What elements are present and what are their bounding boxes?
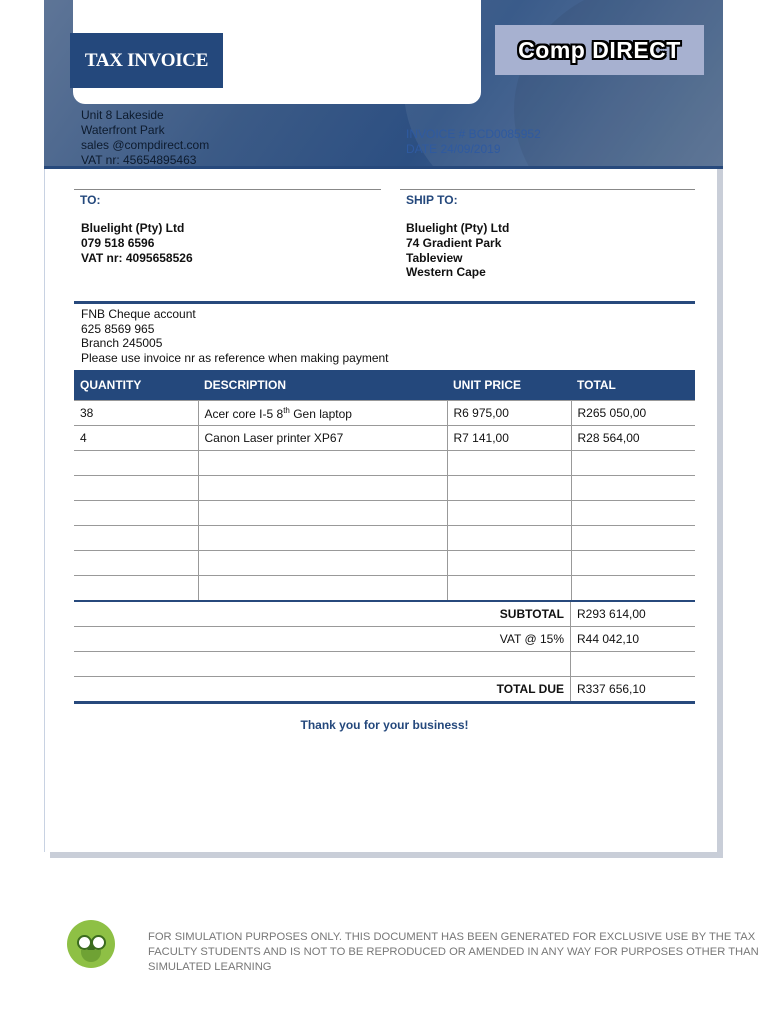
invoice-date: DATE 24/09/2019 <box>406 142 501 156</box>
table-row <box>74 451 695 476</box>
company-logo: Comp DIRECT <box>495 25 704 75</box>
invoice-meta <box>406 127 541 157</box>
company-email: sales @compdirect.com <box>81 138 210 152</box>
item-unit-price: R7 141,00 <box>447 426 571 451</box>
column-header-total: TOTAL <box>571 370 695 401</box>
vat-row <box>74 627 695 652</box>
address-line: 079 518 6596 <box>81 235 155 250</box>
item-total: R28 564,00 <box>571 426 695 451</box>
company-line: Waterfront Park <box>81 123 165 137</box>
section-divider <box>74 301 695 304</box>
bank-details <box>81 307 389 365</box>
company-vat: VAT nr: 45654895463 <box>81 153 197 167</box>
total-due-row <box>74 677 695 703</box>
owl-body <box>81 950 101 962</box>
column-header-quantity: QUANTITY <box>74 370 198 401</box>
item-description: Canon Laser printer XP67 <box>198 426 447 451</box>
address-line: VAT nr: 4095658526 <box>81 250 193 265</box>
ship-to-address <box>406 221 509 280</box>
item-description-text: Acer core I-5 8 <box>204 406 284 421</box>
bank-line: 625 8569 965 <box>81 321 155 336</box>
line-items-table <box>74 370 695 601</box>
table-row <box>74 551 695 576</box>
total-due-label: TOTAL DUE <box>74 677 571 703</box>
table-row <box>74 526 695 551</box>
disclaimer-line: FOR SIMULATION PURPOSES ONLY. THIS DOCUMENT HAS BEEN GENERATED FOR EXCLUSIVE USE BY THE TAX <box>148 931 756 943</box>
subtotal-value: R293 614,00 <box>571 601 696 627</box>
to-label: TO: <box>80 193 101 207</box>
totals-table <box>74 600 695 704</box>
address-line: Bluelight (Pty) Ltd <box>81 221 185 235</box>
table-row <box>74 426 695 451</box>
disclaimer-line: FACULTY STUDENTS AND IS NOT TO BE REPRODUCED OR AMENDED IN ANY WAY FOR PURPOSES OTHER THAN <box>148 946 759 958</box>
company-line: Unit 8 Lakeside <box>81 108 164 122</box>
company-address <box>81 108 209 168</box>
table-row <box>74 576 695 601</box>
ship-to-label: SHIP TO: <box>406 193 458 207</box>
address-line: Tableview <box>406 250 463 265</box>
payment-reference-note: Please use invoice nr as reference when making payment <box>81 350 389 365</box>
invoice-number: INVOICE # BCD0085952 <box>406 127 541 141</box>
item-quantity: 4 <box>74 426 198 451</box>
address-line: Western Cape <box>406 265 486 280</box>
vat-label: VAT @ 15% <box>74 627 571 652</box>
subtotal-row <box>74 601 695 627</box>
table-header-row <box>74 370 695 401</box>
table-row <box>74 476 695 501</box>
table-row <box>74 401 695 426</box>
item-unit-price: R6 975,00 <box>447 401 571 426</box>
item-total: R265 050,00 <box>571 401 695 426</box>
simulation-disclaimer <box>148 930 759 975</box>
item-quantity: 38 <box>74 401 198 426</box>
bank-line: Branch 245005 <box>81 336 163 351</box>
empty-row <box>74 652 695 677</box>
subtotal-label: SUBTOTAL <box>74 601 571 627</box>
disclaimer-line: SIMULATED LEARNING <box>148 961 272 973</box>
column-header-unit-price: UNIT PRICE <box>447 370 571 401</box>
item-description-text: Gen laptop <box>289 406 352 421</box>
divider <box>400 189 695 190</box>
divider <box>74 189 381 190</box>
thank-you-note: Thank you for your business! <box>300 718 469 732</box>
bank-line: FNB Cheque account <box>81 307 196 321</box>
total-due-value: R337 656,10 <box>571 677 696 703</box>
owl-logo-icon <box>67 920 115 968</box>
column-header-description: DESCRIPTION <box>198 370 447 401</box>
address-line: Bluelight (Pty) Ltd <box>406 221 510 235</box>
table-row <box>74 501 695 526</box>
vat-value: R44 042,10 <box>571 627 696 652</box>
address-line: 74 Gradient Park <box>406 235 502 250</box>
item-description <box>198 401 447 426</box>
item-description-superscript: th <box>283 405 290 415</box>
invoice-title: TAX INVOICE <box>70 33 223 88</box>
bill-to-address <box>81 221 193 265</box>
